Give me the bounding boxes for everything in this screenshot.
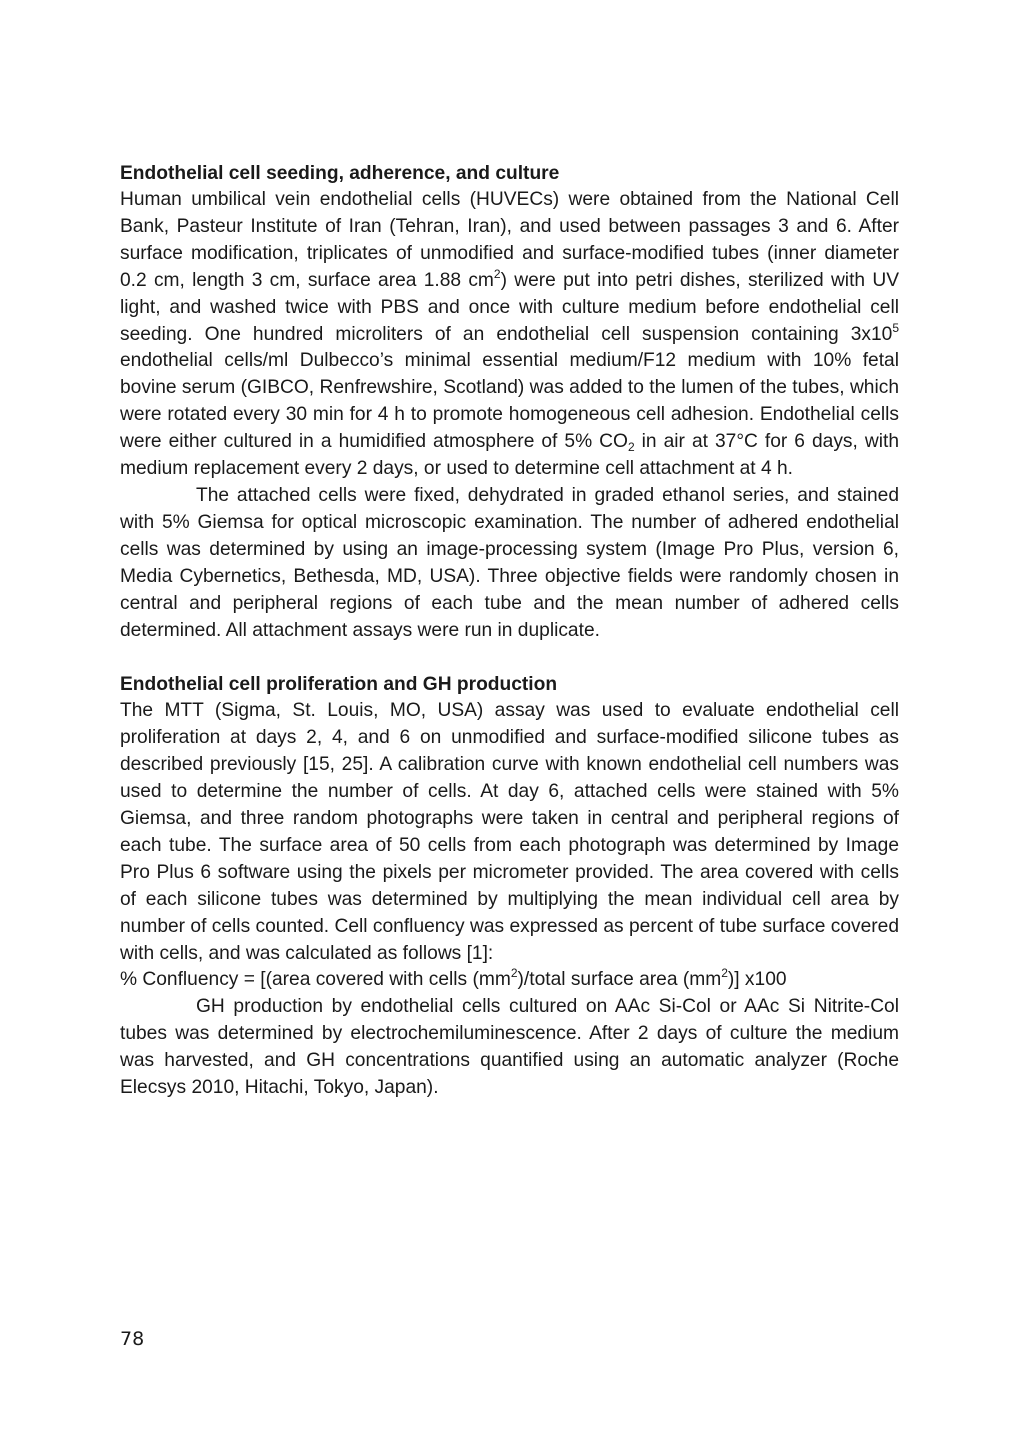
- text-run: Human umbilical vein endothelial cells (HUVECs) were obtained from the National Cell Bank, Pasteur Institute of Iran (Tehran, Iran), and used between passages 3 and 6. After surface modification, triplicates of unmodified and surface-modified tubes (inner diameter 0.2 cm, length 3 cm, surface area 1.88 cm: [120, 189, 899, 291]
- confluency-formula: [120, 967, 899, 994]
- section-heading-seeding: Endothelial cell seeding, adherence, and culture: [120, 163, 560, 184]
- superscript: 2: [493, 266, 501, 281]
- paragraph-seeding: [120, 187, 899, 483]
- paragraph-attachment: The attached cells were fixed, dehydrated in graded ethanol series, and stained with 5% Giemsa for optical microscopic examination. The number of adhered endothelial cells was determined by using an image-processing system (Image Pro Plus, version 6, Media Cybernetics, Bethesda, MD, USA). Three objective fields were randomly chosen in central and peripheral regions of each tube and the mean number of adhered cells determined. All attachment assays were run in duplicate.: [120, 484, 899, 641]
- superscript: 2: [510, 966, 518, 981]
- text-run: endothelial cells/ml Dulbecco’s minimal essential medium/F12 medium with 10% fetal bovine serum (GIBCO, Renfrewshire, Scotland) was added to the lumen of the tubes, which were rotated every 30 min for 4 h to promote homogeneous cell adhesion. Endothelial cells were either cultured in a humidified atmosphere of 5% CO: [120, 350, 899, 453]
- page-number: 78: [120, 1328, 145, 1350]
- page-body: [120, 160, 899, 1102]
- section-gap: [120, 644, 899, 671]
- paragraph-gh-production: GH production by endothelial cells cultured on AAc Si-Col or AAc Si Nitrite-Col tubes was determined by electrochemiluminescence. After 2 days of culture the medium was harvested, and GH concentrations quantified using an automatic analyzer (Roche Elecsys 2010, Hitachi, Tokyo, Japan).: [120, 996, 899, 1099]
- text-run: ) were put into petri dishes, sterilized with UV light, and washed twice with PBS and once with culture medium before endothelial cell seeding. One hundred microliters of an endothelial cell suspension containing 3x10: [120, 269, 899, 345]
- text-run: )] x100: [727, 969, 787, 991]
- subscript: 2: [627, 440, 635, 455]
- superscript: 5: [892, 320, 899, 335]
- text-run: )/total surface area (mm: [517, 969, 722, 991]
- section-heading-proliferation: Endothelial cell proliferation and GH production: [120, 674, 558, 696]
- paragraph-proliferation: The MTT (Sigma, St. Louis, MO, USA) assay was used to evaluate endothelial cell proliferation at days 2, 4, and 6 on unmodified and surface-modified silicone tubes as described previously [15, 25]. A calibration curve with known endothelial cell numbers was used to determine the number of cells. At day 6, attached cells were stained with 5% Giemsa, and three random photographs were taken in central and peripheral regions of each tube. The surface area of 50 cells from each photograph was determined by Image Pro Plus 6 software using the pixels per micrometer provided. The area covered with cells of each silicone tubes was determined by multiplying the mean individual cell area by number of cells counted. Cell confluency was expressed as percent of tube surface covered with cells, and was calculated as follows [1]:: [120, 700, 899, 964]
- superscript: 2: [721, 966, 728, 981]
- text-run: % Confluency = [(area covered with cells (mm: [120, 969, 511, 991]
- text-run: in air at 37°C for 6 days, with medium replacement every 2 days, or used to determine cell attachment at 4 h.: [120, 431, 899, 480]
